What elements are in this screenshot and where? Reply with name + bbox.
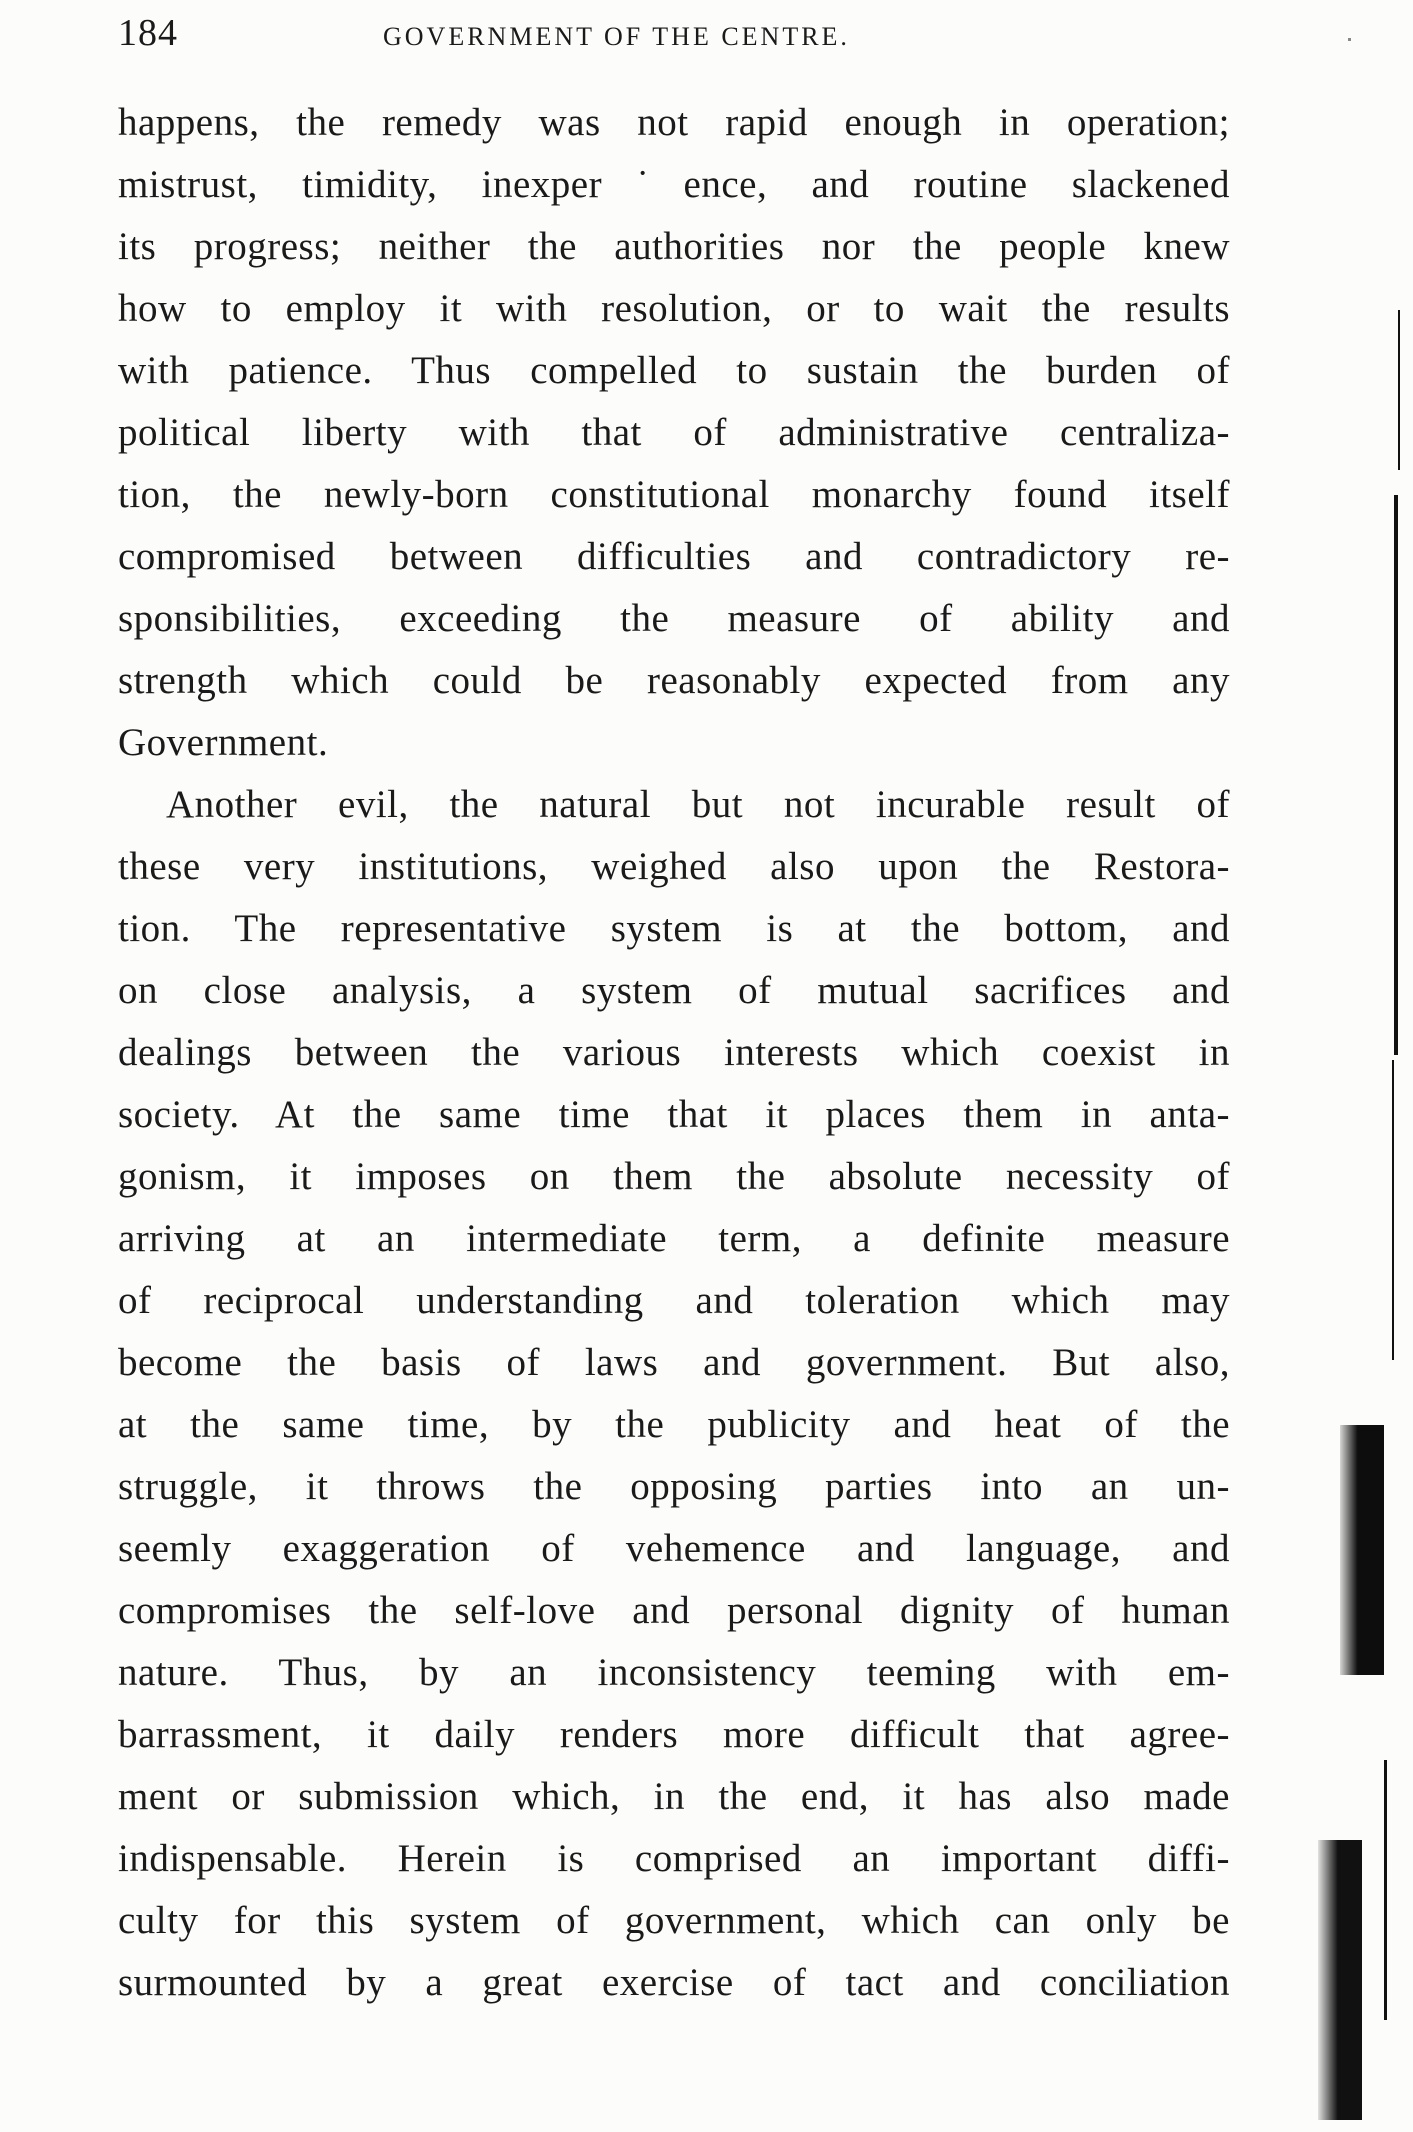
text-line: gonism, it imposes on them the absolute necessity of <box>118 1155 1230 1198</box>
text-line: indispensable. Herein is comprised an important diffi- <box>118 1837 1230 1880</box>
text-line: political liberty with that of administrative centraliza- <box>118 411 1230 454</box>
scan-edge-line <box>1394 495 1398 1055</box>
text-line: sponsibilities, exceeding the measure of ability and <box>118 597 1230 640</box>
scan-edge-line <box>1384 1760 1387 2020</box>
text-line: arriving at an intermediate term, a definite measure <box>118 1217 1230 1260</box>
scan-edge-line <box>1392 1060 1394 1360</box>
text-line: compromised between difficulties and contradictory re- <box>118 535 1230 578</box>
text-line: become the basis of laws and government. But also, <box>118 1341 1230 1384</box>
text-line: seemly exaggeration of vehemence and language, and <box>118 1527 1230 1570</box>
text-line: happens, the remedy was not rapid enough in operation; <box>118 101 1230 144</box>
text-line: society. At the same time that it places them in anta- <box>118 1093 1230 1136</box>
text-line: struggle, it throws the opposing parties into an un- <box>118 1465 1230 1508</box>
text-line: how to employ it with resolution, or to wait the results <box>118 287 1230 330</box>
text-line: its progress; neither the authorities nor the people knew <box>118 225 1230 268</box>
running-head <box>118 8 1238 58</box>
text-line: barrassment, it daily renders more difficult that agree- <box>118 1713 1230 1756</box>
page-number: 184 <box>118 12 178 54</box>
running-title: GOVERNMENT OF THE CENTRE. <box>383 22 850 51</box>
text-line: mistrust, timidity, inexper˙ence, and routine slackened <box>118 163 1230 206</box>
text-line: dealings between the various interests which coexist in <box>118 1031 1230 1074</box>
body-text <box>118 92 1230 2014</box>
text-line: nature. Thus, by an inconsistency teeming with em- <box>118 1651 1230 1694</box>
paragraph-start-line: Another evil, the natural but not incurable result of <box>166 783 1230 826</box>
paragraph-end-line: Government. <box>118 721 329 764</box>
text-line: these very institutions, weighed also upon the Restora- <box>118 845 1230 888</box>
text-line: with patience. Thus compelled to sustain the burden of <box>118 349 1230 392</box>
text-line: compromises the self-love and personal dignity of human <box>118 1589 1230 1632</box>
text-line: surmounted by a great exercise of tact and conciliation <box>118 1961 1230 2004</box>
text-line: tion, the newly-born constitutional monarchy found itself <box>118 473 1230 516</box>
scan-speck <box>1348 38 1351 41</box>
text-line: at the same time, by the publicity and heat of the <box>118 1403 1230 1446</box>
text-line: of reciprocal understanding and toleration which may <box>118 1279 1230 1322</box>
scan-edge-line <box>1398 310 1400 470</box>
text-line: culty for this system of government, which can only be <box>118 1899 1230 1942</box>
scan-edge-shadow <box>1340 1425 1384 1675</box>
scan-edge-shadow <box>1318 1840 1362 2120</box>
text-line: on close analysis, a system of mutual sacrifices and <box>118 969 1230 1012</box>
text-line: strength which could be reasonably expected from any <box>118 659 1230 702</box>
text-line: ment or submission which, in the end, it has also made <box>118 1775 1230 1818</box>
text-line: tion. The representative system is at the bottom, and <box>118 907 1230 950</box>
